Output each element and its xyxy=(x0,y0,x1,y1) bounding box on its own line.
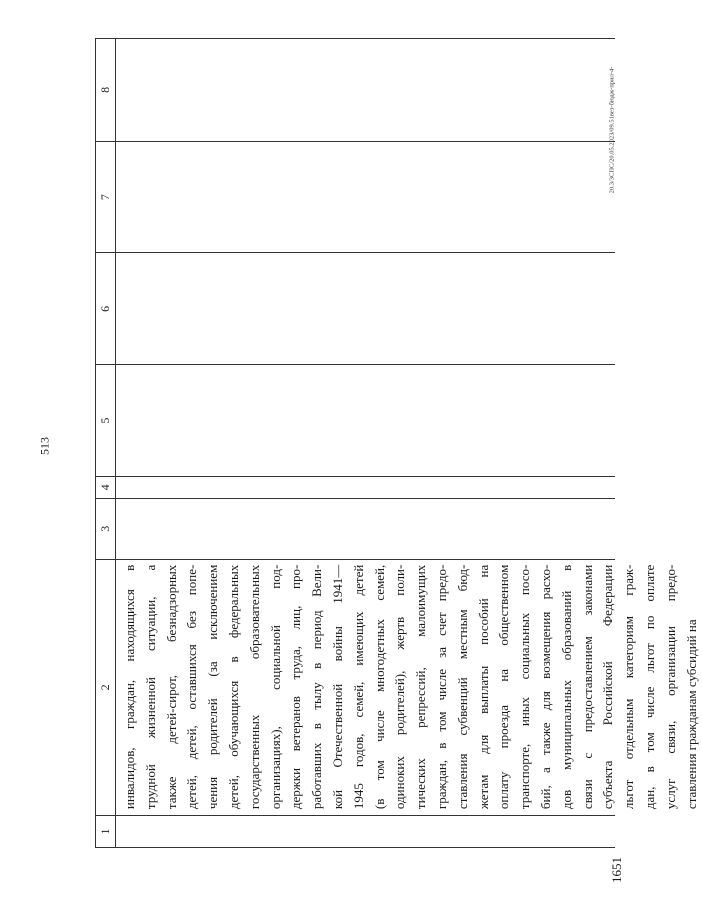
description-line: дан, в том числе льгот по оплате xyxy=(641,564,657,810)
description-line: работавших в тылу в период Вели- xyxy=(309,564,325,810)
description-line: жетам для выплаты пособий на xyxy=(475,564,491,810)
description-line: также детей-сирот, безнадзорных xyxy=(163,564,179,810)
cell-col-3 xyxy=(116,498,615,559)
description-line: транспорте, иных социальных посо- xyxy=(517,564,533,810)
column-header-3: 3 xyxy=(96,498,115,559)
document-code: 20.3/3СПС/20.05.2023/09.51вез-бюдж-прил-4- xyxy=(608,66,616,194)
cell-col-4 xyxy=(116,476,615,498)
description-line: организациях), социальной под- xyxy=(267,564,283,810)
description-line: (в том числе многодетных семей, xyxy=(371,564,387,810)
description-line: связи с предоставлением законами xyxy=(579,564,595,810)
description-cell xyxy=(116,559,699,815)
description-line: 1945 годов, семей, имеющих детей xyxy=(350,564,366,810)
column-header-6: 6 xyxy=(96,252,115,364)
description-line: держки ветеранов труда, лиц, про- xyxy=(288,564,304,810)
description-line: субъекта Российской Федерации xyxy=(600,564,616,810)
cell-col-1 xyxy=(116,815,615,847)
description-line: дов муниципальных образований в xyxy=(558,564,574,810)
column-header-4: 4 xyxy=(96,476,115,498)
column-header-7: 7 xyxy=(96,141,115,253)
column-header-8: 8 xyxy=(98,86,112,93)
cell-col-8 xyxy=(116,39,615,141)
description-line: инвалидов, граждан, находящихся в xyxy=(122,564,137,810)
description-line: оплату проезда на общественном xyxy=(496,564,512,810)
description-line: детей, обучающихся в федеральных xyxy=(225,564,241,810)
table-header-row xyxy=(95,38,116,848)
description-line: кой Отечественной войны 1941— xyxy=(329,564,345,810)
page-number: 513 xyxy=(37,437,52,455)
description-line: одиноких родителей), жертв поли- xyxy=(392,564,408,810)
column-header-5: 5 xyxy=(96,364,115,476)
cell-col-6 xyxy=(116,252,615,364)
budget-table xyxy=(95,38,699,848)
description-line: ставления гражданам субсидий на xyxy=(683,619,699,810)
table-body-row xyxy=(116,38,699,848)
description-line: чения родителей (за исключением xyxy=(205,564,221,810)
description-line: услуг связи, организации предо- xyxy=(662,564,678,810)
description-line: детей, детей, оставшихся без попе- xyxy=(184,564,200,810)
cell-col-5 xyxy=(116,364,615,476)
description-line: граждан, в том числе за счет предо- xyxy=(433,564,449,810)
description-line: льгот отдельным категориям граж- xyxy=(621,564,637,810)
description-line: ставления субвенций местным бюд- xyxy=(454,564,470,810)
description-line: государственных образовательных xyxy=(246,564,262,810)
description-line: бий, а также для возмещения расхо- xyxy=(537,564,553,810)
table-rotated-content xyxy=(95,38,699,848)
cell-col-7 xyxy=(116,141,615,253)
description-line: тических репрессий, малоимущих xyxy=(413,564,429,810)
footer-page-number: 1651 xyxy=(609,857,624,883)
column-header-1: 1 xyxy=(96,815,115,847)
column-header-2: 2 xyxy=(96,559,115,815)
description-line: трудной жизненной ситуации, а xyxy=(142,564,158,810)
